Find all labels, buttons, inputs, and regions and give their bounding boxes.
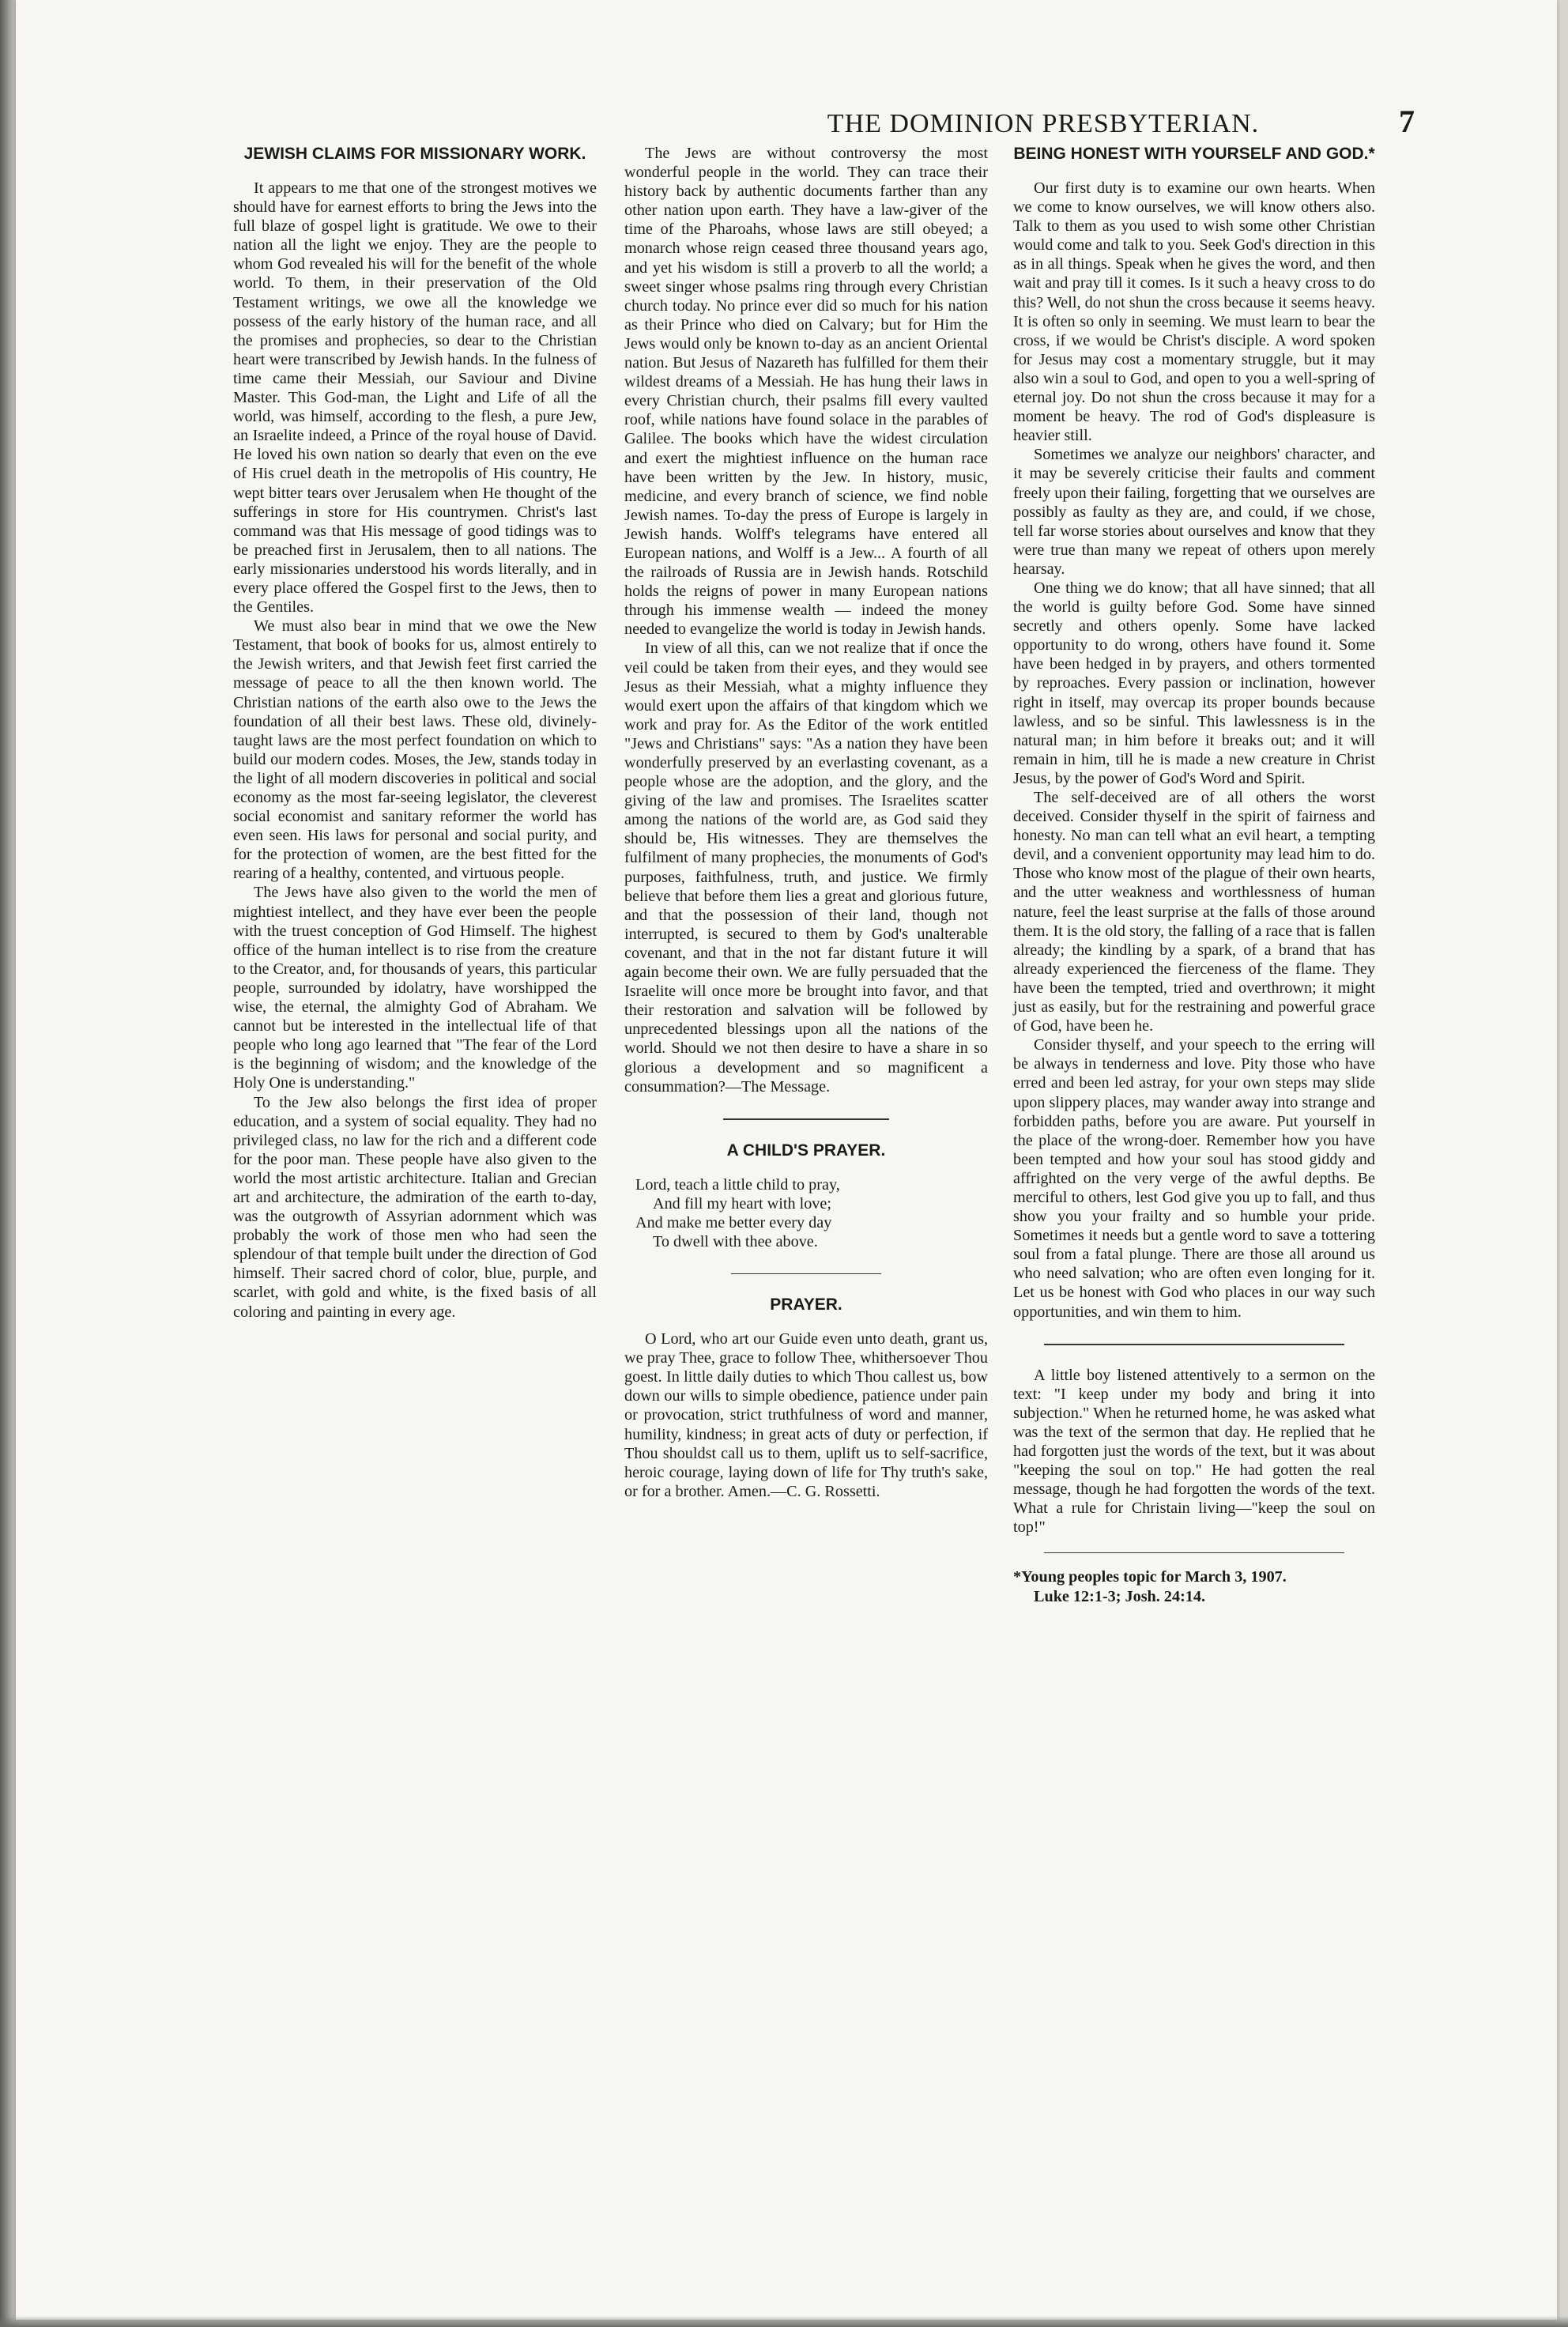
footnote-line: *Young peoples topic for March 3, 1907. bbox=[1013, 1568, 1287, 1586]
column-2 bbox=[624, 144, 988, 1501]
poem-line: And make me better every day bbox=[635, 1213, 832, 1231]
footnote-line: Luke 12:1-3; Josh. 24:14. bbox=[1034, 1587, 1206, 1605]
article-heading-childs-prayer: A CHILD'S PRAYER. bbox=[726, 1141, 886, 1160]
paragraph: It appears to me that one of the strongest motives we should have for earnest efforts to bring the Jews into the full blaze of gospel light is gratitude. We owe to their nation all the light we enjoy. They are the people to whom God revealed his will for the benefit of the whole world. To them, in their preservation of the Old Testament writings, we owe all the knowledge we possess of the early history of the human race, and all the promises and prophecies, so dear to the Christian heart were transcribed by Jewish hands. In the fulness of time came their Messiah, our Saviour and Divine Master. This God-man, the Light and Life of all the world, was himself, according to the flesh, a pure Jew, an Israelite indeed, a Prince of the royal house of David. He loved his own nation so dearly that even on the eve of His cruel death in the metropolis of His country, He wept bitter tears over Jerusalem when He thought of the sufferings in store for His countrymen. Christ's last command was that His message of good tidings was to be preached first in Jerusalem, then to all nations. The early missionaries understood his words literally, and in every place offered the Gospel first to the Jews, then to the Gentiles. bbox=[233, 179, 597, 617]
paragraph: The Jews are without controversy the most wonderful people in the world. They can trace their history back by authentic documents farther than any other nation upon earth. They have a law-giver of the time of the Pharoahs, whose laws are still obeyed; a monarch whose reign ceased three thousand years ago, and yet his wisdom is still a proverb to all the world; a sweet singer whose psalms ring through every Christian church today. No prince ever did so much for his nation as their Prince who died on Calvary; but for Him the Jews would only be known to-day as an ancient Oriental nation. But Jesus of Nazareth has fulfilled for them their wildest dreams of a Messiah. He has hung their laws in every Christian church, their psalms fill every vaulted roof, while nations have found solace in the parables of Galilee. The books which have the widest circulation and exert the mightiest influence on the human race have been written by the Jew. In history, music, medicine, and every branch of science, we find noble Jewish names. To-day the press of Europe is largely in Jewish hands. Wolff's telegrams have entered all European nations, and Wolff is a Jew... A fourth of all the railroads of Russia are in Jewish hands. Rotschild holds the reigns of power in many European nations through his immense wealth — indeed the money needed to evangelize the world is today in Jewish hands. bbox=[624, 145, 988, 639]
section-divider bbox=[723, 1118, 889, 1120]
paragraph: The Jews have also given to the world the men of mightiest intellect, and they have ever been the people with the truest conception of God Himself. The highest office of the human intellect is to rise from the creature to the Creator, and, for thousands of years, this particular people, surrounded by idolatry, have worshipped the wise, the eternal, the almighty God of Abraham. We cannot but be interested in the intellectual life of that people who long ago learned that "The fear of the Lord is the beginning of wisdom; and the knowledge of the Holy One is understanding." bbox=[233, 884, 597, 1092]
column-3 bbox=[1013, 144, 1375, 1606]
article-heading-prayer: PRAYER. bbox=[770, 1296, 842, 1314]
paragraph: Sometimes we analyze our neighbors' character, and it may be severely criticise their faults and comment freely upon their failing, forgetting that we ourselves are possibly as faulty as they are, and could, if we chose, tell far worse stories about ourselves and know that they were true than many we repeat of others upon merely hearsay. bbox=[1013, 446, 1375, 578]
poem-line: Lord, teach a little child to pray, bbox=[635, 1175, 840, 1194]
article-heading-being-honest: BEING HONEST WITH YOURSELF AND GOD.* bbox=[1013, 145, 1375, 163]
column-1 bbox=[233, 144, 597, 1322]
paragraph: Our first duty is to examine our own hearts. When we come to know ourselves, we will know others also. Talk to them as you used to wish some other Christian would come and talk to you. Seek God's direction in this as in all things. Speak when he gives the word, and then wait and pray till it comes. Is it such a heavy cross to do this? Well, do not shun the cross because it seems heavy. It is often so only in seeming. We must learn to bear the cross, if we would be Christ's disciple. A word spoken for Jesus may cost a momentary struggle, but it may also win a soul to God, and open to you a well-spring of eternal joy. Do not shun the cross because it may for a moment be heavy. The rod of God's displeasure is heavier still. bbox=[1013, 179, 1375, 445]
section-divider bbox=[1044, 1344, 1344, 1345]
paragraph: We must also bear in mind that we owe the New Testament, that book of books for us, almost entirely to the Jewish writers, and that Jewish feet first carried the message of peace to all the then known world. The Christian nations of the earth also owe to the Jews the foundation of all their best laws. These old, divinely-taught laws are the most perfect foundation on which to build our modern codes. Moses, the Jew, stands today in the light of all modern discoveries in political and social economy as the most far-seeing legislator, the cleverest social economist and sanitary reformer the world has even seen. His laws for personal and social purity, and for the protection of women, are the best fitted for the rearing of a healthy, contented, and virtuous people. bbox=[233, 617, 597, 883]
page-bottom-edge bbox=[0, 2316, 1568, 2327]
page-header bbox=[593, 103, 1415, 140]
footnote bbox=[1013, 1567, 1375, 1605]
newspaper-page bbox=[16, 0, 1557, 2320]
poem-line: To dwell with thee above. bbox=[653, 1232, 818, 1250]
section-divider bbox=[1044, 1552, 1344, 1553]
page-number: 7 bbox=[1398, 104, 1415, 139]
paragraph: O Lord, who art our Guide even unto death, grant us, we pray Thee, grace to follow Thee, whithersoever Thou goest. In little daily duties to which Thou callest us, bow down our wills to simple obedience, patience under pain or provocation, strict truthfulness of word and manner, humility, kindness; in great acts of duty or perfection, if Thou shouldst call us to them, uplift us to self-sacrifice, heroic courage, laying down of life for Thy truth's sake, or for a brother. Amen.—C. G. Rossetti. bbox=[624, 1330, 988, 1500]
paragraph: A little boy listened attentively to a sermon on the text: "I keep under my body and bring it into subjection." When he returned home, he was asked what was the text of the sermon that day. He replied that he had forgotten just the words of the text, but it was about "keeping the soul on top." He had gotten the real message, though he had forgotten the words of the text. What a rule for Christain living—"keep the soul on top!" bbox=[1013, 1366, 1375, 1537]
section-divider bbox=[731, 1273, 881, 1274]
article-heading-jewish-claims: JEWISH CLAIMS FOR MISSIONARY WORK. bbox=[243, 145, 586, 163]
paragraph: In view of all this, can we not realize that if once the veil could be taken from their eyes, and they would see Jesus as their Messiah, what a mighty influence they would exert upon the affairs of that kingdom which we work and pray for. As the Editor of the work entitled "Jews and Christians" says: "As a nation they have been wonderfully preserved by an everlasting covenant, as a people whose are the adoption, and the glory, and the giving of the law and promises. The Israelites scatter among the nations of the world are, as God said they should be, His witnesses. They are themselves the fulfilment of many prophecies, the monuments of God's purposes, faithfulness, truth, and justice. We firmly believe that before them lies a great and glorious future, and that the possession of their land, though not interrupted, is secured to them by God's unalterable covenant, and that in the not far distant future it will again become their own. We are fully persuaded that the Israelite will once more be brought into favor, and that their restoration and salvation will be followed by unprecedented blessings upon all the nations of the world. Should we not then desire to have a share in so glorious a development and so magnificent a consummation?—The Message. bbox=[624, 639, 988, 1096]
paragraph: The self-deceived are of all others the worst deceived. Consider thyself in the spirit of fairness and honesty. No man can tell what an evil heart, a tempting devil, and a convenient opportunity may lead him to do. Those who know most of the plague of their own hearts, and the utter weakness and worthlessness of human nature, feel the least surprise at the falls of those around them. It is the old story, the falling of a race that is fallen already; the kindling by a spark, of a brand that has already experienced the fierceness of the flame. They have been the tempted, tried and overthrown; it might just as easily, but for the restraining and powerful grace of God, have been he. bbox=[1013, 789, 1375, 1035]
poem-line: And fill my heart with love; bbox=[653, 1194, 831, 1213]
paragraph: To the Jew also belongs the first idea of proper education, and a system of social equality. They had no privileged class, no law for the rich and a different code for the poor man. These people have also given to the world the most artistic architecture. Italian and Grecian art and architecture, the admiration of the earth to-day, was the outgrowth of Assyrian adornment which was probably the work of those men who had seen the splendour of that temple built under the direction of God himself. Their sacred chord of color, blue, purple, and scarlet, with gold and white, is the fixed basis of all coloring and painting in every age. bbox=[233, 1093, 597, 1321]
paragraph: Consider thyself, and your speech to the erring will be always in tenderness and love. Pity those who have erred and been led astray, for your own steps may slide upon slippery places, may wander away into strange and forbidden paths, before you are aware. Put yourself in the place of the wrong-doer. Remember how you have been tempted and how your soul has stood giddy and affrighted on the very verge of the awful depths. Be merciful to others, lest God give you up to fall, and thus show you your frailty and so humble your pride. Sometimes it needs but a gentle word to save a tottering soul from a fatal plunge. There are those all around us who need salvation; who are often even longing for it. Let us be honest with God who places in our way such opportunities, and win them to him. bbox=[1013, 1036, 1375, 1321]
paragraph: One thing we do know; that all have sinned; that all the world is guilty before God. Some have sinned secretly and others openly. Some have lacked opportunity to do wrong, others have found it. Some have been hedged in by prayers, and others tormented by reproaches. Every passion or inclination, however right in itself, may overcap its proper bounds because lawless, and so be sinful. This lawlessness is in the natural man; in him before it breaks out; and it will remain in him, till he is made a new creature in Christ Jesus, by the power of God's Word and Spirit. bbox=[1013, 579, 1375, 787]
poem bbox=[635, 1175, 988, 1251]
masthead-title: THE DOMINION PRESBYTERIAN. bbox=[827, 109, 1260, 138]
